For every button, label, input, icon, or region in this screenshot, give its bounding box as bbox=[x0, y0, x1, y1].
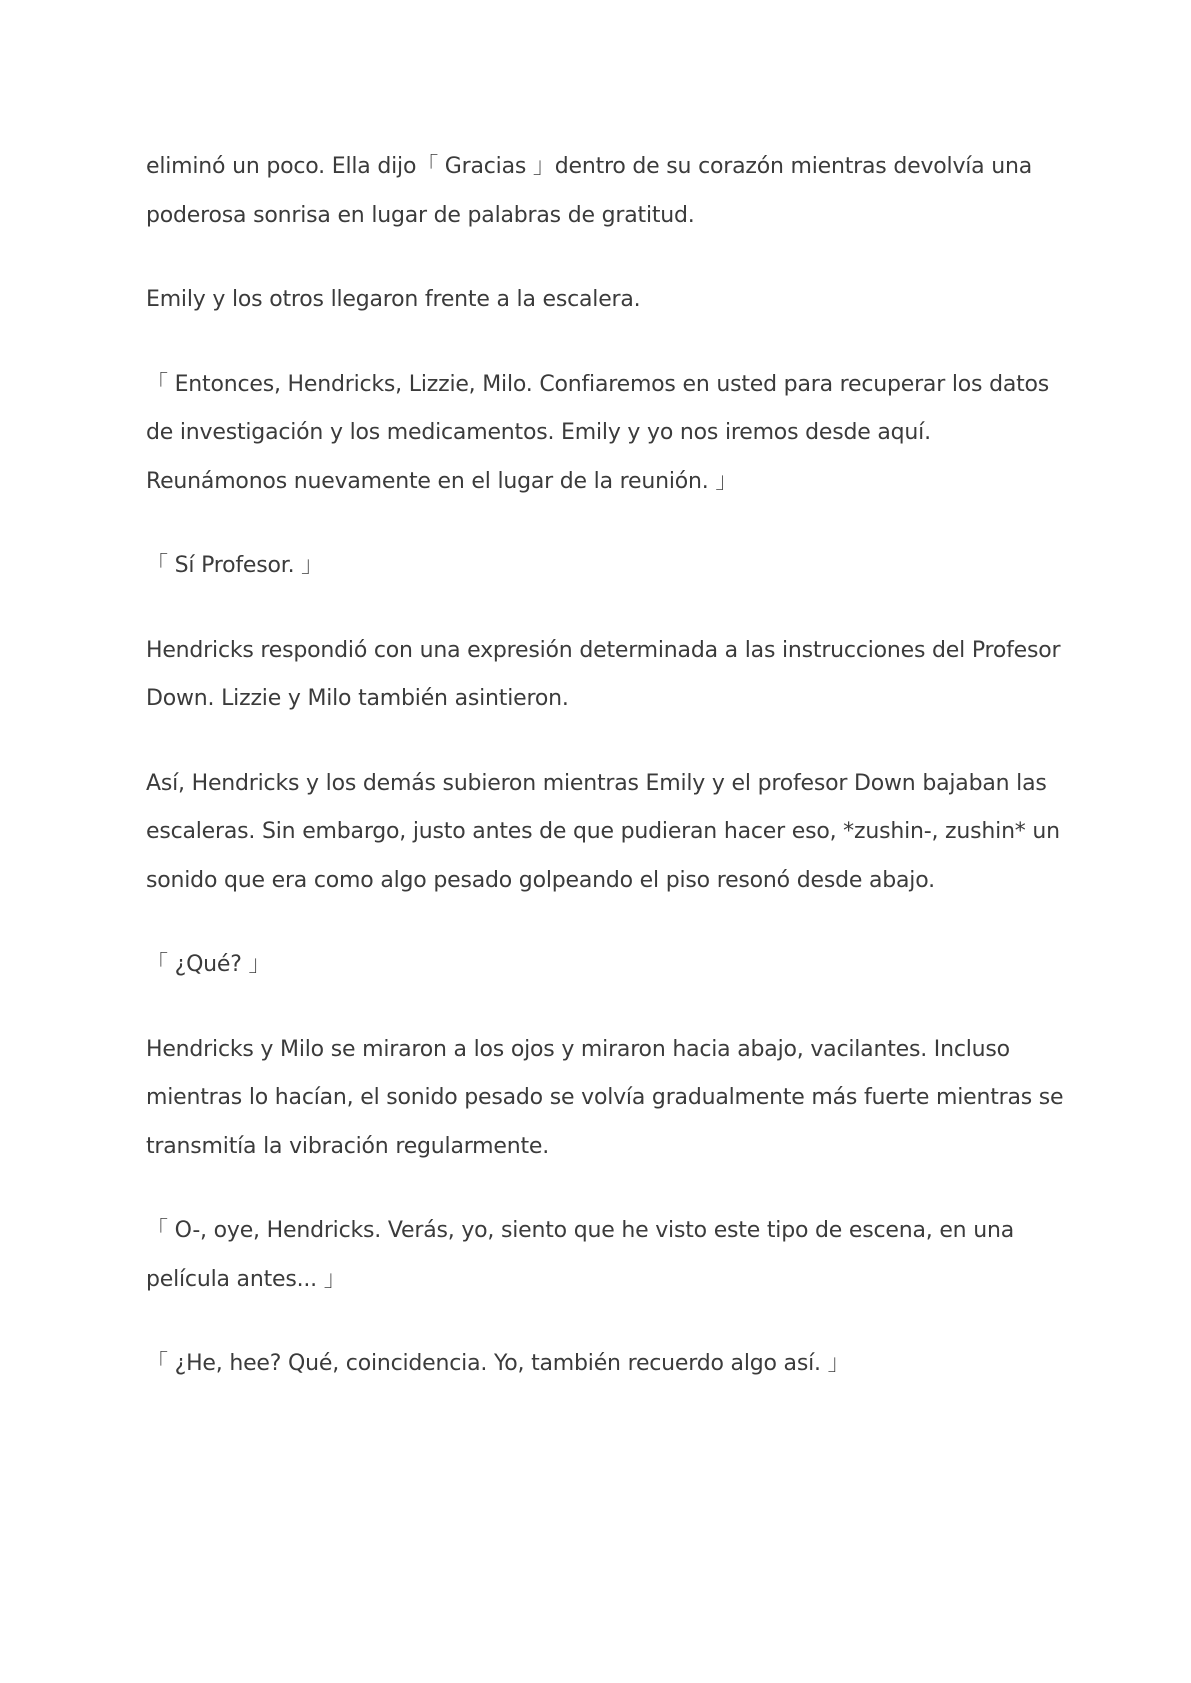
paragraph: 「 Sí Profesor. 」 bbox=[146, 553, 323, 578]
paragraph: eliminó un poco. Ella dijo「 Gracias 」dentro de su corazón mientras devolvía una poderosa sonrisa en lugar de palabras de gratitud. bbox=[146, 154, 1033, 228]
paragraph: 「 ¿Qué? 」 bbox=[146, 952, 271, 977]
paragraph: Así, Hendricks y los demás subieron mientras Emily y el profesor Down bajaban las escaleras. Sin embargo, justo antes de que pudieran hacer eso, *zushin-, zushin* un sonido que era como algo pesado golpeando el piso resonó desde abajo. bbox=[146, 770, 1060, 893]
paragraph: Emily y los otros llegaron frente a la escalera. bbox=[146, 287, 641, 312]
paragraph: Hendricks y Milo se miraron a los ojos y miraron hacia abajo, vacilantes. Incluso mientras lo hacían, el sonido pesado se volvía gradualmente más fuerte mientras se transmitía la vibración regularmente. bbox=[146, 1036, 1064, 1159]
paragraph: Hendricks respondió con una expresión determinada a las instrucciones del Profesor Down. Lizzie y Milo también asintieron. bbox=[146, 637, 1061, 711]
paragraph: 「 ¿He, hee? Qué, coincidencia. Yo, también recuerdo algo así. 」 bbox=[146, 1351, 850, 1376]
paragraph: 「 Entonces, Hendricks, Lizzie, Milo. Confiaremos en usted para recuperar los datos de investigación y los medicamentos. Emily y yo nos iremos desde aquí. Reunámonos nuevamente en el lugar de la reunión. 」 bbox=[146, 371, 1050, 494]
document-body bbox=[146, 143, 1066, 1425]
paragraph: 「 O-, oye, Hendricks. Verás, yo, siento que he visto este tipo de escena, en una película antes... 」 bbox=[146, 1218, 1014, 1292]
